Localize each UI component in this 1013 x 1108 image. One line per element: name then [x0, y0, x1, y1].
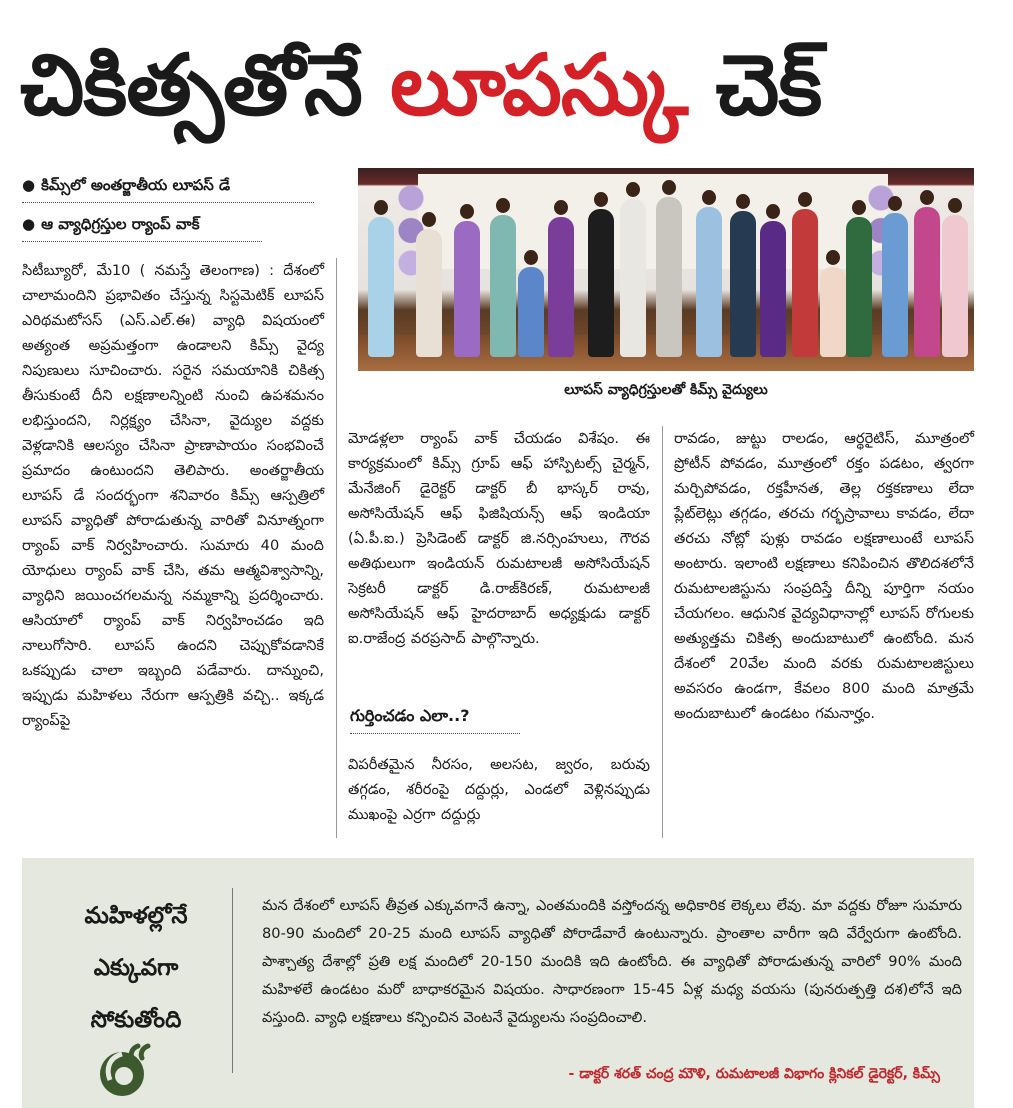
quote-attribution: - డాక్టర్ శరత్ చంద్ర మౌళి, రుమటాలజీ విభాగం క్లినికల్ డైరెక్టర్, కిమ్స్ — [568, 1066, 940, 1082]
person-figure — [368, 217, 394, 357]
article-paragraph: మోడళ్లలా ర్యాంప్ వాక్ చేయడం విశేషం. ఈ కార్యక్రమంలో కిమ్స్ గ్రూప్ ఆఫ్ హాస్పిటల్స్ చైర్మన్, మేనేజింగ్ డైరెక్టర్ డాక్టర్ బీ భాస్కర్ రావు, అసోసియేషన్ ఆఫ్ ఫిజిషియన్స్ ఆఫ్ ఇండియా (ఏ.పీ.ఐ.) ప్రెసిడెంట్ డాక్టర్ జి.నర్సింహులు, గౌరవ అతిథులుగా ఇండియన్ రుమటాలజీ అసోసియేషన్ సెక్రటరీ డాక్టర్ డి.రాజ్‌కిరణ్, రుమటాలజీ అసోసియేషన్ ఆఫ్ హైదరాబాద్ అధ్యక్షుడు డాక్టర్ ఐ.రాజేంద్ర వరప్రసాద్ పాల్గొన్నారు. — [348, 430, 650, 647]
article-column-2a — [348, 426, 650, 651]
headline-part-2: లూపస్ — [390, 36, 688, 134]
article-column-2b — [348, 752, 650, 827]
person-figure — [942, 215, 968, 357]
person-figure — [518, 267, 544, 357]
headline — [20, 28, 995, 143]
person-figure — [656, 197, 682, 357]
person-figure — [548, 217, 574, 357]
article-paragraph: విపరీతమైన నీరసం, అలసట, జ్వరం, బరువు తగ్గడం, శరీరంపై దద్దుర్లు, ఎండలో వెళ్లినప్పుడు ముఖంపై ఎర్రగా దద్దుర్లు — [348, 756, 650, 823]
quote-box-text: మన దేశంలో లూపస్ తీవ్రత ఎక్కువగానే ఉన్నా, ఎంతమందికి వస్తోందన్న అధికారిక లెక్కలు లేవు. మా వద్దకు రోజూ సుమారు 80-90 మందిలో 20-25 మంది లూపస్ వ్యాధితో పోరాడేవారే ఉంటున్నారు. ప్రాంతాల వారీగా ఇది వేర్వేరుగా ఉంటోంది. పాశ్చాత్య దేశాల్లో ప్రతి లక్ష మందిలో 20-150 మందికి ఇది ఉంటోంది. ఈ వ్యాధితో పోరాడుతున్న వారిలో 90% మంది మహిళలే ఉండటం మరో బాధాకరమైన విషయం. సాధారణంగా 15-45 ఏళ్ల మధ్య వయసు (పునరుత్పత్తి దశ)లోనే ఇది వస్తుంది. వ్యాధి లక్షణాలు కన్పించిన వెంటనే వైద్యులను సంప్రదించాలి. — [262, 897, 962, 1026]
column-rule — [662, 426, 663, 838]
person-figure — [760, 221, 786, 357]
quote-box-divider — [232, 888, 233, 1073]
section-heading: గుర్తించడం ఎలా..? — [350, 706, 520, 734]
quote-mark-icon — [96, 1040, 156, 1100]
person-figure — [882, 213, 908, 357]
quote-box-title-line: మహిళల్లోనే — [84, 903, 188, 929]
article-column-3 — [674, 426, 974, 726]
person-figure — [914, 207, 940, 357]
quote-box-title-line: ఎక్కువగా — [93, 955, 179, 981]
person-figure — [620, 199, 646, 357]
group-photo — [358, 168, 974, 371]
quote-box-title — [48, 890, 224, 1046]
person-figure — [490, 215, 516, 357]
person-figure — [696, 207, 722, 357]
person-figure — [820, 267, 846, 357]
headline-part-3: కు చెక్ — [687, 36, 822, 134]
subhead-1 — [22, 176, 314, 203]
column-rule — [336, 258, 337, 838]
person-figure — [846, 217, 872, 357]
person-figure — [792, 209, 818, 357]
subhead-2-text: ఆ వ్యాధిగ్రస్తుల ర్యాంప్ వాక్ — [41, 215, 200, 233]
person-figure — [588, 209, 614, 357]
bullet-icon: ● — [22, 215, 36, 233]
quote-box-title-line: సోకుతోంది — [90, 1007, 182, 1033]
bullet-icon: ● — [22, 176, 36, 194]
person-figure — [730, 211, 756, 357]
article-paragraph: రావడం, జుట్టు రాలడం, ఆర్థరైటిస్, మూత్రంలో ప్రోటీన్ పోవడం, మూత్రంలో రక్తం పడటం, త్వరగా మర్చిపోవడం, రక్తహీనత, తెల్ల రక్తకణాలు లేదా ప్లేట్‌లెట్లు తగ్గడం, తరచు గర్భస్రావాలు కావడం, లేదా తరచు నోట్లో పుళ్లు రావడం లక్షణాలుంటే లూపస్ అంటారు. ఇలాంటి లక్షణాలు కనిపించిన తొలిదశలోనే రుమటాలజిస్టును సంప్రదిస్తే దీన్ని పూర్తిగా నయం చేయగలం. ఆధునిక వైద్యవిధానాల్లో లూపస్ రోగులకు అత్యుత్తమ చికిత్స అందుబాటులో ఉంటోంది. మన దేశంలో 20వేల మంది వరకు రుమటాలజిస్టులు అవసరం ఉండగా, కేవలం 800 మంది మాత్రమే అందుబాటులో ఉండటం గమనార్హం. — [674, 430, 974, 722]
article-column-1 — [22, 258, 324, 733]
photo-caption: లూపస్ వ్యాధిగ్రస్తులతో కిమ్స్ వైద్యులు — [564, 382, 768, 398]
person-figure — [454, 221, 480, 357]
article-paragraph: సిటీబ్యూరో, మే10 ( నమస్తే తెలంగాణ) : దేశంలో చాలామందిని ప్రభావితం చేస్తున్న సిస్టమెటిక్ లూపస్ ఎరిథమటోసస్ (ఎస్.ఎల్.ఈ) వ్యాధి విషయంలో అత్యంత అప్రమత్తంగా ఉండాలని కిమ్స్ వైద్య నిపుణులు సూచించారు. సరైన సమయానికి చికిత్స తీసుకుంటే దీని లక్షణాలన్నింటి నుంచి ఉపశమనం లభిస్తుందని, నిర్లక్ష్యం చేసినా, వైద్యుల వద్దకు వెళ్లడానికి ఆలస్యం చేసినా ప్రాణాపాయం సంభవించే ప్రమాదం ఉంటుందని తెలిపారు. అంతర్జాతీయ లూపస్ డే సందర్భంగా శనివారం కిమ్స్ ఆస్పత్రిలో లూపస్ వ్యాధితో పోరాడుతున్న వారితో వినూత్నంగా ర్యాంప్ వాక్ నిర్వహించారు. సుమారు 40 మంది యోధులు ర్యాంప్ వాక్ చేసి, తమ ఆత్మవిశ్వాసాన్ని, వ్యాధిని జయించగలమన్న నమ్మకాన్ని ప్రదర్శించారు. ఆసియాలో ర్యాంప్ వాక్ నిర్వహించడం ఇది నాలుగోసారి. లూపస్ ఉందని చెప్పుకోవడానికే ఒకప్పుడు చాలా ఇబ్బంది పడేవారు. దాన్నుంచి, ఇప్పుడు మహిళలు నేరుగా ఆస్పత్రికి వచ్చి.. ఇక్కడ ర్యాంప్‌పై — [22, 262, 324, 729]
person-figure — [416, 229, 442, 357]
subhead-1-text: కిమ్స్‌లో అంతర్జాతీయ లూపస్ డే — [41, 176, 231, 194]
subhead-2 — [22, 215, 262, 242]
headline-part-1: చికిత్సతోనే — [20, 36, 391, 134]
